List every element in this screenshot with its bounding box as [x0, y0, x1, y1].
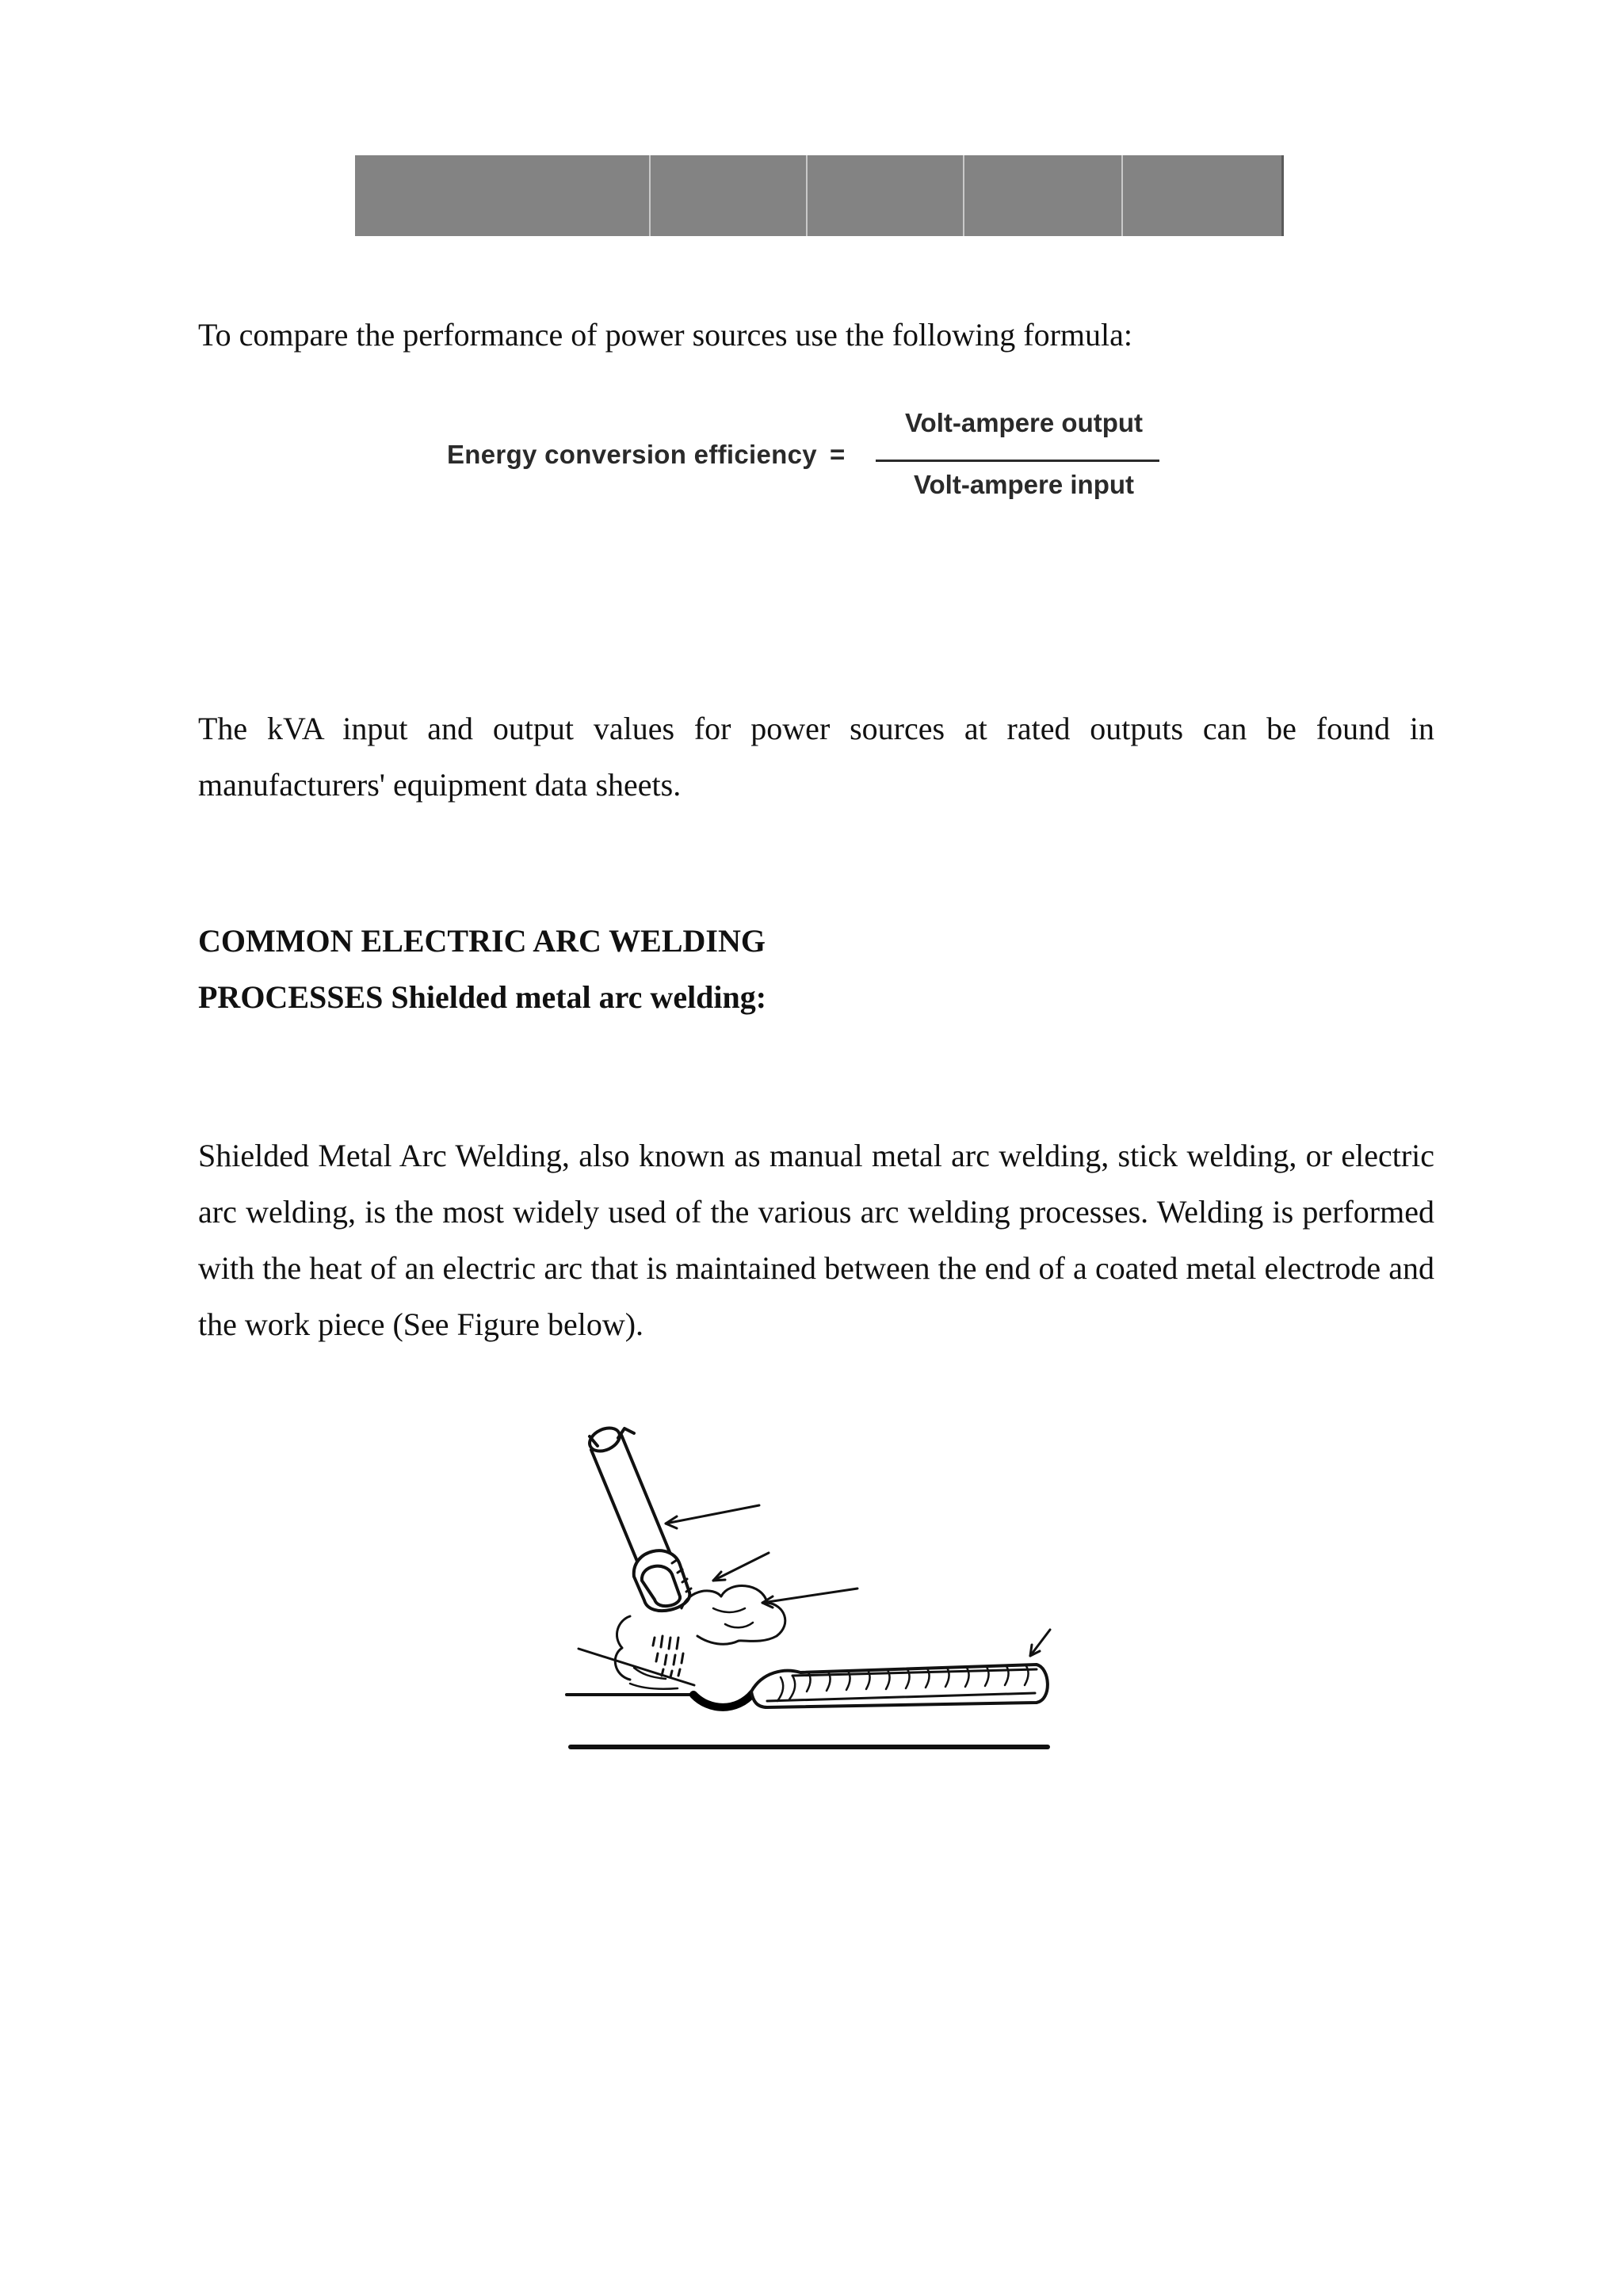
- table-header-cell: [355, 155, 651, 236]
- shielding-gas-cloud: [682, 1586, 785, 1645]
- formula-numerator: Volt-ampere output: [904, 408, 1144, 437]
- table-header-cell: [964, 155, 1123, 236]
- weld-pool: [693, 1693, 753, 1707]
- gas-swirl: [713, 1608, 753, 1627]
- formula-lhs: Energy conversion efficiency: [447, 440, 817, 469]
- formula-equals: =: [830, 440, 846, 469]
- smaw-welding-figure: [555, 1406, 1070, 1763]
- intro-paragraph: To compare the performance of power sources use the following formula:: [198, 317, 1133, 353]
- efficiency-formula: [444, 408, 1157, 515]
- shielding-gas-left: [615, 1616, 630, 1680]
- arc-droplets: [653, 1636, 683, 1677]
- gray-table-header-bar: [355, 155, 1284, 236]
- smaw-paragraph: Shielded Metal Arc Welding, also known as manual metal arc welding, stick welding, or electric arc welding, is the most widely used of the various arc welding processes. Welding is performed with the heat of an electric arc that is maintained between the end of a coated metal electrode and the work piece (See Figure below).: [198, 1138, 1434, 1342]
- table-header-cell: [808, 155, 964, 236]
- table-header-cell: [651, 155, 808, 236]
- kva-paragraph: The kVA input and output values for power sources at rated outputs can be found in manufacturers' equipment data sheets.: [198, 711, 1434, 803]
- formula-denominator: Volt-ampere input: [913, 470, 1135, 499]
- table-header-cell: [1123, 155, 1281, 236]
- section-heading-line-1: COMMON ELECTRIC ARC WELDING: [198, 923, 766, 959]
- fraction-bar: [876, 460, 1159, 462]
- weld-bead: [751, 1665, 1048, 1707]
- section-heading-line-2: PROCESSES Shielded metal arc welding:: [198, 979, 767, 1015]
